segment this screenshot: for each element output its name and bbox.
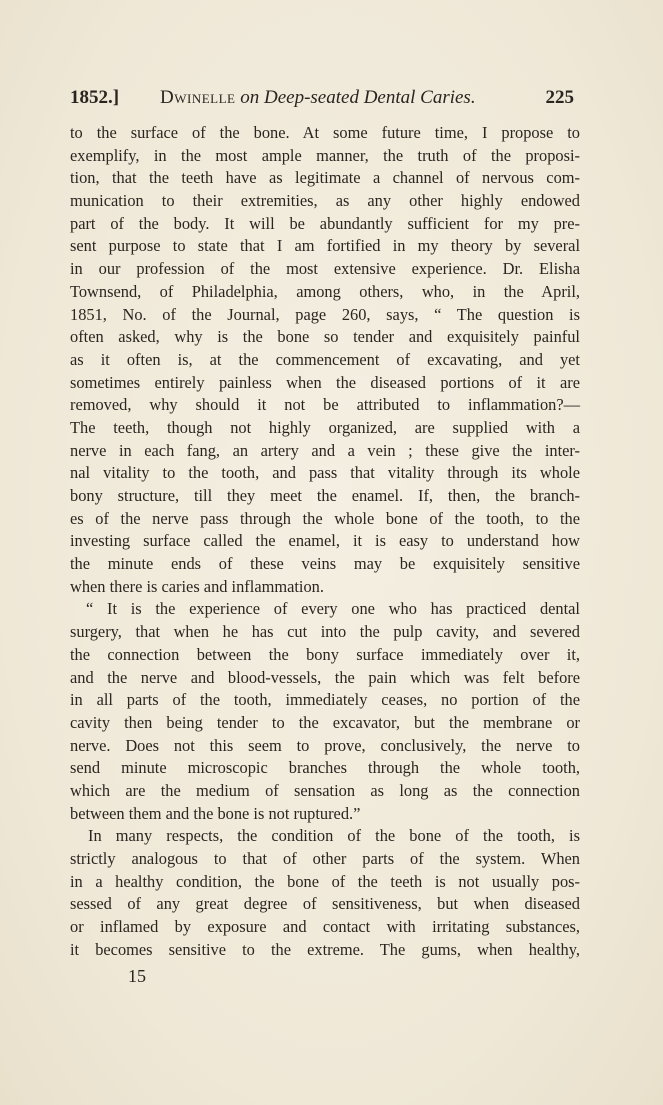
text-line: sessed of any great degree of sensitiveness, but when diseased bbox=[70, 894, 580, 914]
text-line: 1851, No. of the Journal, page 260, says, “ The question is bbox=[70, 304, 580, 324]
header-author: Dwinelle bbox=[160, 87, 236, 108]
text-line: In many respects, the condition of the bone of the tooth, is bbox=[88, 826, 580, 846]
text-line: it becomes sensitive to the extreme. The gums, when healthy, bbox=[70, 939, 580, 959]
text-line: sent purpose to state that I am fortified in my theory by several bbox=[70, 236, 580, 256]
text-line: bony structure, till they meet the enamel. If, then, the branch- bbox=[70, 486, 580, 505]
text-line: in all parts of the tooth, immediately ceases, no portion of the bbox=[70, 690, 580, 710]
text-line: exemplify, in the most ample manner, the truth of the proposi- bbox=[70, 145, 580, 165]
page-number: 225 bbox=[545, 87, 574, 108]
text-line: surgery, that when he has cut into the pulp cavity, and severed bbox=[70, 622, 580, 642]
signature-mark: 15 bbox=[128, 966, 146, 986]
body-text bbox=[70, 122, 580, 961]
text-line: nerve. Does not this seem to prove, conclusively, the nerve to bbox=[70, 735, 580, 755]
text-line: “ It is the experience of every one who has practiced dental bbox=[86, 599, 580, 619]
text-line: and the nerve and blood-vessels, the pain which was felt before bbox=[70, 667, 580, 687]
text-line: often asked, why is the bone so tender and exquisitely painful bbox=[70, 327, 580, 347]
text-line: the minute ends of these veins may be exquisitely sensitive bbox=[70, 554, 580, 574]
text-line: tion, that the teeth have as legitimate a channel of nervous com- bbox=[70, 168, 580, 188]
text-line: strictly analogous to that of other parts of the system. When bbox=[70, 849, 580, 868]
text-line: investing surface called the enamel, it is easy to understand how bbox=[70, 531, 580, 551]
text-line: to the surface of the bone. At some future time, I propose to bbox=[70, 123, 580, 142]
text-line: in a healthy condition, the bone of the teeth is not usually pos- bbox=[70, 871, 580, 891]
text-line: part of the body. It will be abundantly sufficient for my pre- bbox=[70, 213, 580, 233]
text-line: removed, why should it not be attributed to inflammation?— bbox=[70, 395, 580, 415]
text-line: in our profession of the most extensive experience. Dr. Elisha bbox=[70, 259, 580, 279]
text-line: es of the nerve pass through the whole bone of the tooth, to the bbox=[70, 508, 580, 528]
header-article-title: on Deep-seated Dental Caries. bbox=[240, 87, 476, 108]
text-line: when there is caries and inflammation. bbox=[70, 576, 324, 596]
header-year: 1852.] bbox=[70, 87, 120, 108]
text-line: The teeth, though not highly organized, are supplied with a bbox=[70, 417, 580, 437]
text-line: cavity then being tender to the excavator, but the membrane or bbox=[70, 712, 580, 732]
text-line: Townsend, of Philadelphia, among others, who, in the April, bbox=[70, 281, 580, 301]
text-line: send minute microscopic branches through the whole tooth, bbox=[70, 758, 580, 778]
text-line: nerve in each fang, an artery and a vein ; these give the inter- bbox=[70, 440, 580, 460]
text-line: nal vitality to the tooth, and pass that vitality through its whole bbox=[70, 463, 580, 483]
text-line: which are the medium of sensation as long as the connection bbox=[70, 780, 580, 800]
running-header bbox=[70, 87, 574, 113]
header-title bbox=[160, 87, 476, 109]
text-line: or inflamed by exposure and contact with irritating substances, bbox=[70, 917, 580, 937]
text-line: munication to their extremities, as any other highly endowed bbox=[70, 191, 580, 211]
text-line: sometimes entirely painless when the diseased portions of it are bbox=[70, 372, 580, 392]
text-line: the connection between the bony surface immediately over it, bbox=[70, 644, 580, 664]
text-line: between them and the bone is not ruptured.” bbox=[70, 803, 361, 823]
text-line: as it often is, at the commencement of excavating, and yet bbox=[70, 349, 580, 369]
